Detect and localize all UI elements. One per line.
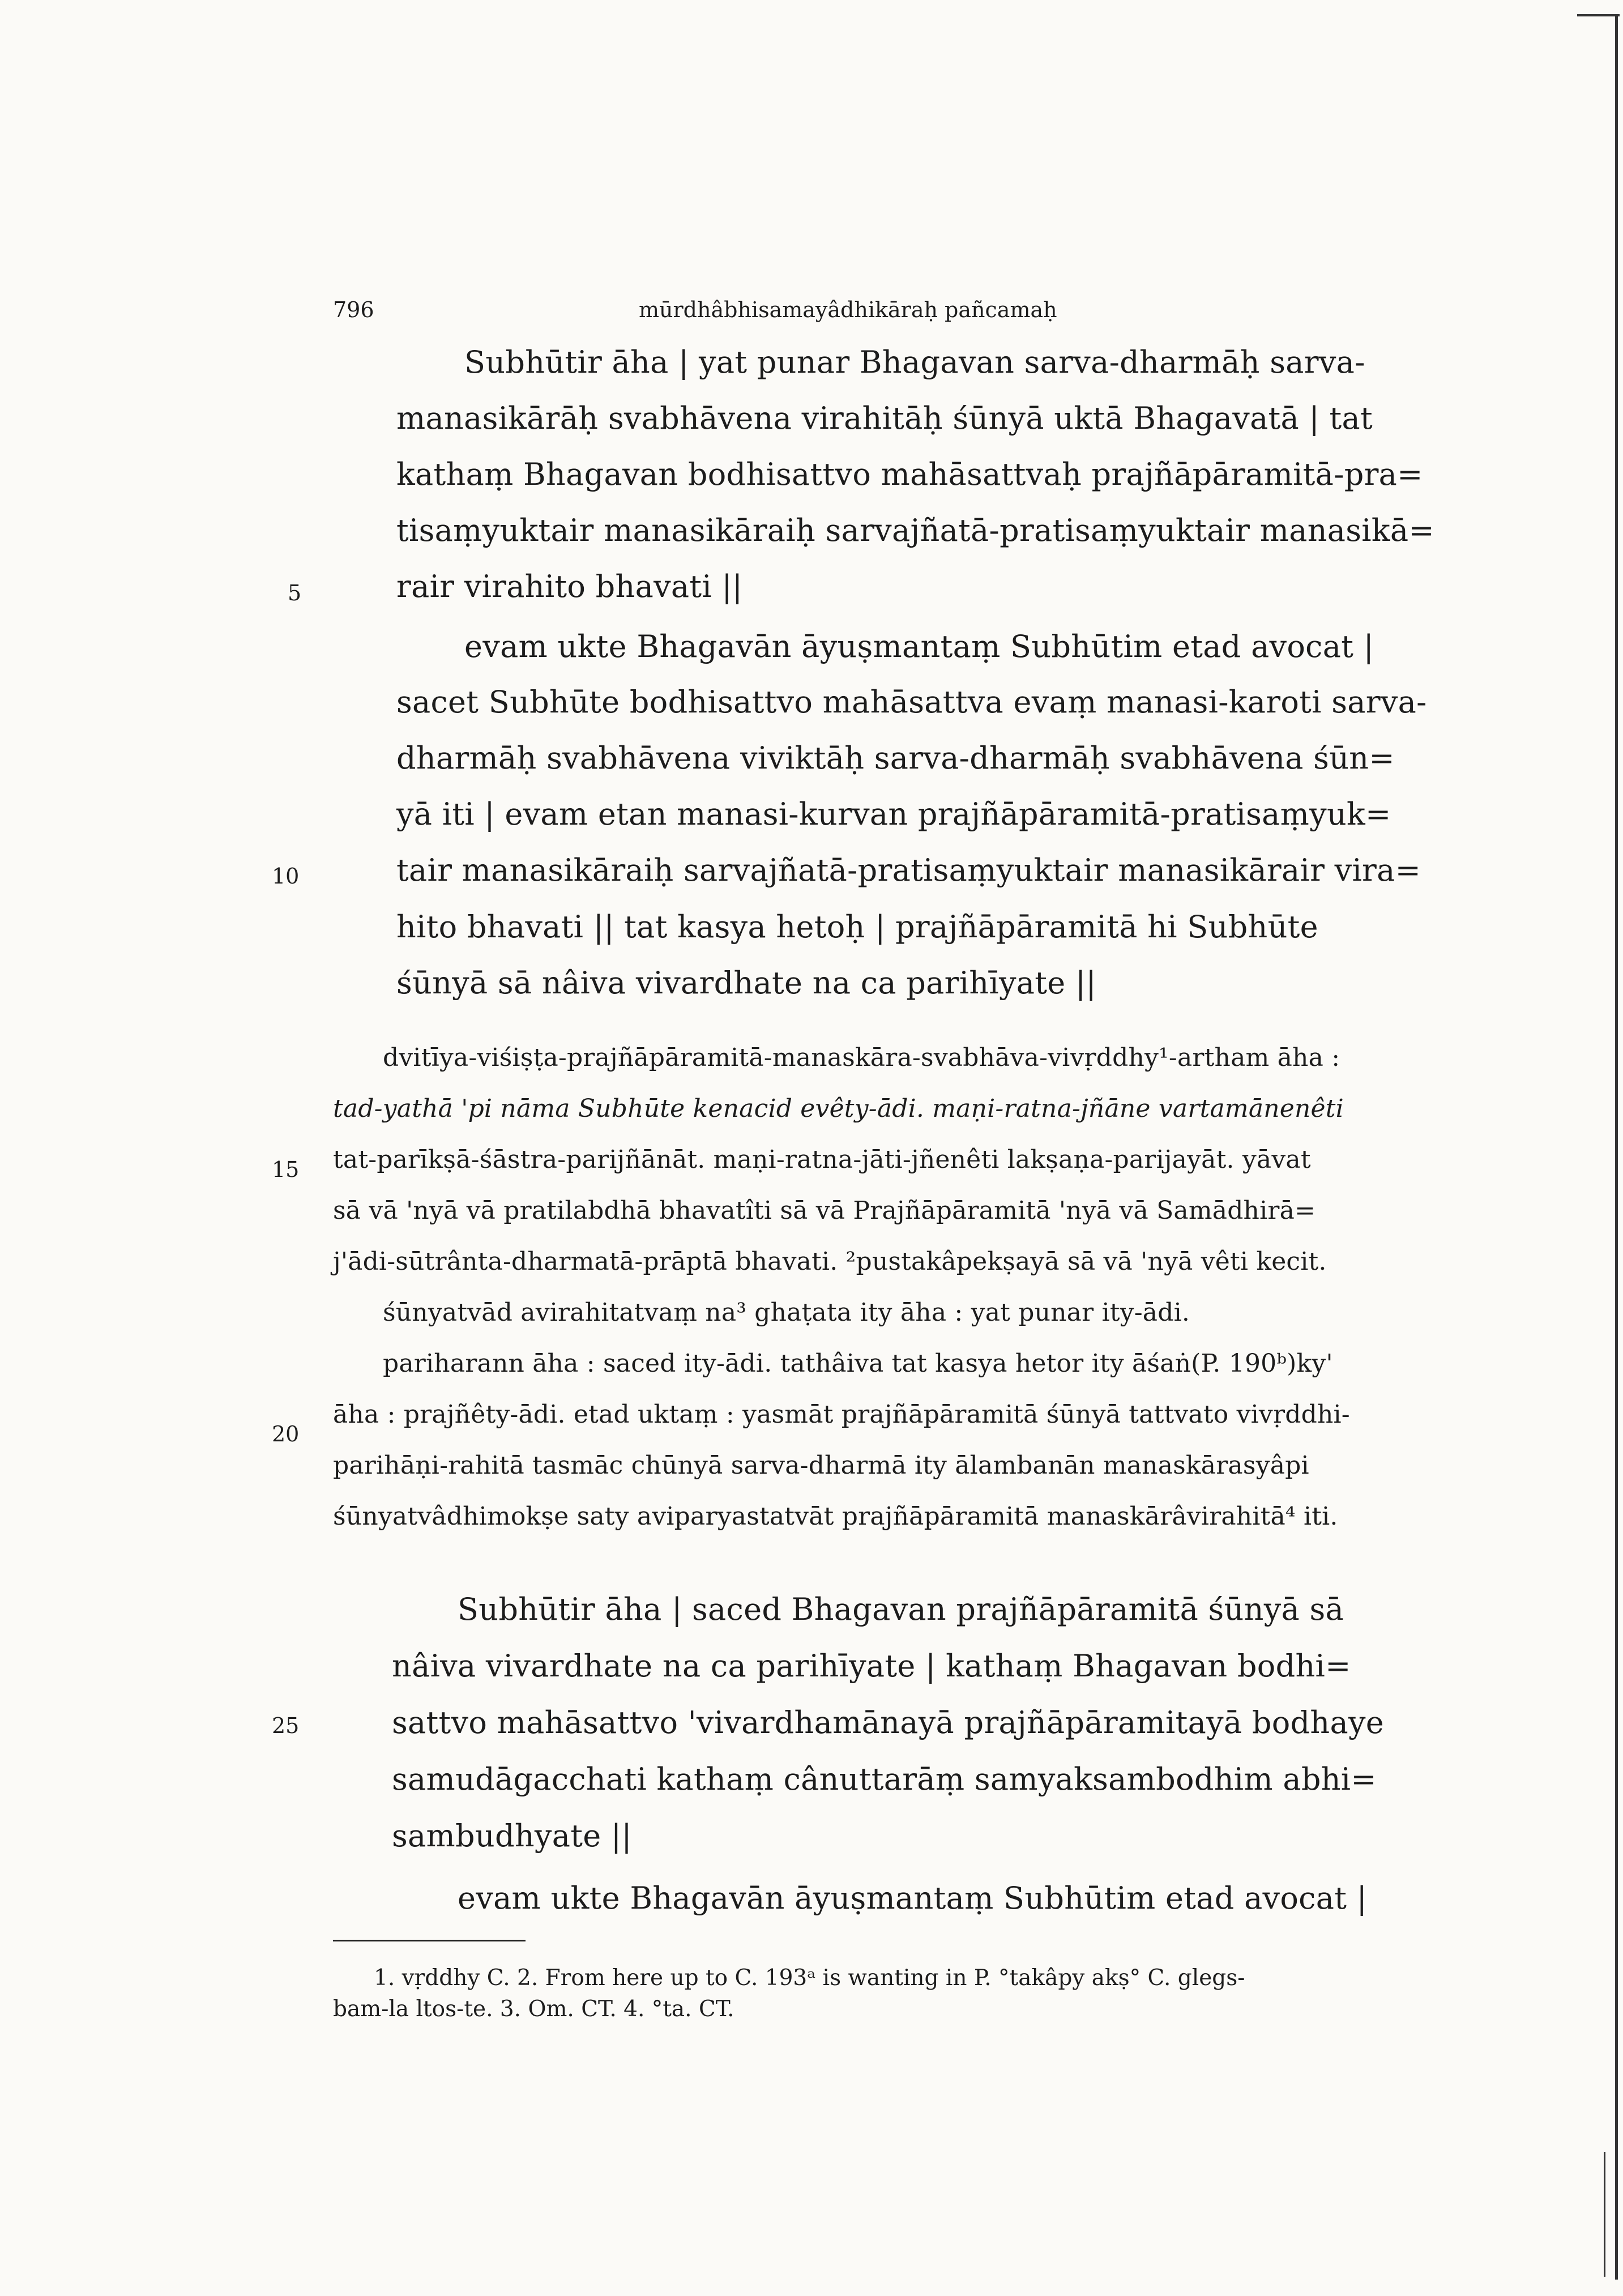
main-text-line: dharmāḥ svabhāvena viviktāḥ sarva-dharmāḥ svabhāvena śūn= [396, 740, 1395, 776]
main-text-line: evam ukte Bhagavān āyuṣmantaṃ Subhūtim etad avocat | [464, 629, 1374, 664]
scan-edge-top [1577, 14, 1620, 16]
main-text-line: manasikārāḥ svabhāvena virahitāḥ śūnyā uktā Bhagavatā | tat [396, 400, 1373, 436]
footnote-rule [333, 1940, 526, 1941]
main-text-line: hito bhavati || tat kasya hetoḥ | prajñāpāramitā hi Subhūte [396, 909, 1318, 945]
main-text-line: Subhūtir āha | saced Bhagavan prajñāpāramitā śūnyā sā [458, 1591, 1344, 1627]
main-text-line: tisaṃyuktair manasikāraiḥ sarvajñatā-pratisaṃyuktair manasikā= [396, 513, 1434, 548]
line-number: 20 [272, 1422, 300, 1446]
commentary-line: dvitīya-viśiṣṭa-prajñāpāramitā-manaskāra-svabhāva-vivṛddhy¹-artham āha : [383, 1043, 1340, 1072]
line-number: 10 [272, 864, 300, 889]
main-text-line: evam ukte Bhagavān āyuṣmantaṃ Subhūtim etad avocat | [458, 1880, 1368, 1916]
commentary-line: tat-parīkṣā-śāstra-parijñānāt. maṇi-ratna-jāti-jñenêti lakṣaṇa-parijayāt. yāvat [333, 1145, 1311, 1174]
main-text-line: śūnyā sā nâiva vivardhate na ca parihīyate || [396, 965, 1097, 1001]
main-text-line: kathaṃ Bhagavan bodhisattvo mahāsattvaḥ prajñāpāramitā-pra= [396, 456, 1423, 492]
page-number: 796 [333, 297, 374, 322]
scan-edge-inner [1604, 2152, 1605, 2277]
commentary-line: tad-yathā 'pi nāma Subhūte kenacid evêty-ādi. maṇi-ratna-jñāne vartamānenêti [333, 1094, 1344, 1123]
main-text-line: sambudhyate || [392, 1818, 632, 1854]
line-number: 15 [272, 1157, 300, 1182]
main-text-line: nâiva vivardhate na ca parihīyate | kathaṃ Bhagavan bodhi= [392, 1648, 1351, 1684]
commentary-line: pariharann āha : saced ity-ādi. tathâiva tat kasya hetor ity āśaṅ(P. 190ᵇ)ky' [383, 1349, 1333, 1378]
running-title: mūrdhâbhisamayâdhikāraḥ pañcamaḥ [639, 297, 1057, 322]
main-text-line: sacet Subhūte bodhisattvo mahāsattva evaṃ manasi-karoti sarva- [396, 684, 1427, 720]
commentary-line: śūnyatvâdhimokṣe saty aviparyastatvāt prajñāpāramitā manaskārâvirahitā⁴ iti. [333, 1502, 1338, 1531]
line-number: 25 [272, 1713, 300, 1738]
main-text-line: tair manasikāraiḥ sarvajñatā-pratisaṃyuktair manasikārair vira= [396, 852, 1421, 888]
main-text-line: sattvo mahāsattvo 'vivardhamānayā prajñāpāramitayā bodhaye [392, 1705, 1385, 1740]
main-text-line: samudāgacchati kathaṃ cânuttarāṃ samyaksambodhim abhi= [392, 1761, 1377, 1797]
line-number: 5 [288, 581, 302, 605]
commentary-line: j'ādi-sūtrânta-dharmatā-prāptā bhavati. ²pustakâpekṣayā sā vā 'nyā vêti kecit. [333, 1247, 1327, 1276]
main-text-line: Subhūtir āha | yat punar Bhagavan sarva-dharmāḥ sarva- [464, 344, 1365, 380]
commentary-line: āha : prajñêty-ādi. etad uktaṃ : yasmāt prajñāpāramitā śūnyā tattvato vivṛddhi- [333, 1400, 1350, 1429]
main-text-line: yā iti | evam etan manasi-kurvan prajñāpāramitā-pratisaṃyuk= [396, 796, 1391, 832]
commentary-line: parihāṇi-rahitā tasmāc chūnyā sarva-dharmā ity ālambanān manaskārasyâpi [333, 1451, 1309, 1480]
main-text-line: rair virahito bhavati || [396, 569, 743, 604]
commentary-line: sā vā 'nyā vā pratilabdhā bhavatîti sā vā Prajñāpāramitā 'nyā vā Samādhirā= [333, 1196, 1316, 1225]
footnote-line: 1. vṛddhy C. 2. From here up to C. 193ᵃ is wanting in P. °takâpy akṣ° C. glegs- [374, 1965, 1245, 1991]
scan-edge-vertical [1615, 14, 1618, 2280]
footnote-line: bam-la ltos-te. 3. Om. CT. 4. °ta. CT. [333, 1996, 734, 2022]
commentary-line: śūnyatvād avirahitatvaṃ na³ ghaṭata ity āha : yat punar ity-ādi. [383, 1298, 1190, 1327]
